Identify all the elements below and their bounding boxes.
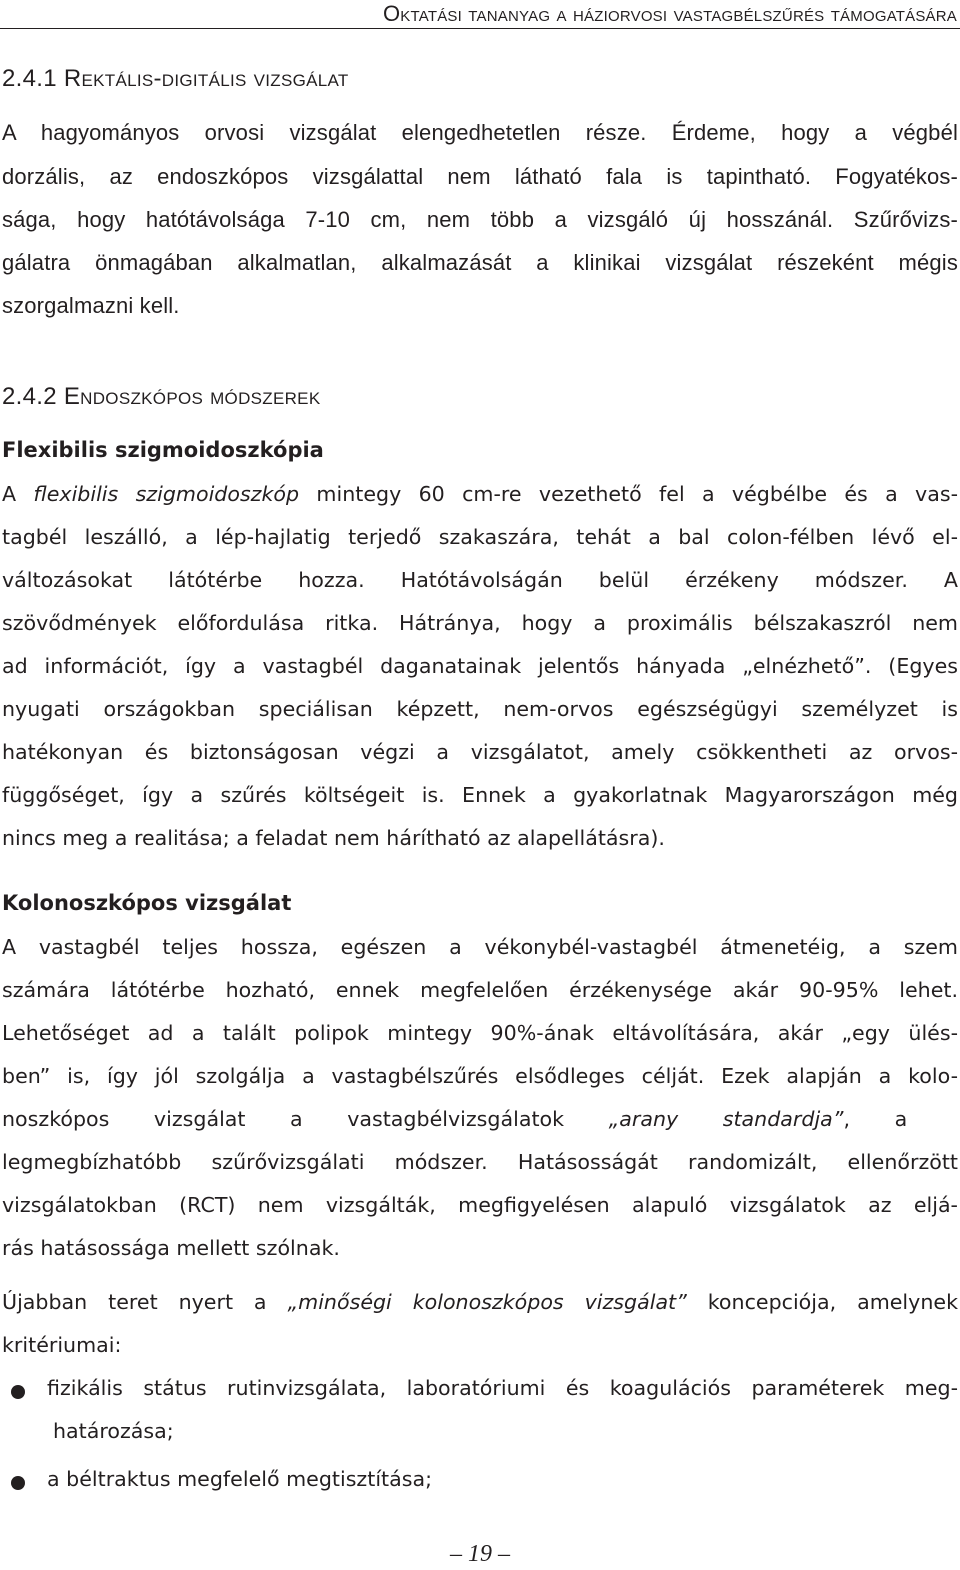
paragraph-line: dorzális, az endoszkópos vizsgálattal nem látható fala is tapintható. Fogyatékos-	[2, 164, 958, 189]
list-item-line: határozása;	[53, 1419, 174, 1443]
text-run: koncepciója, amelynek	[686, 1290, 958, 1314]
paragraph-line: függőséget, így a szűrés költségeit is. Ennek a gyakorlatnak Magyarországon még	[2, 783, 958, 807]
paragraph-line: nyugati országokban speciálisan képzett, nem-orvos egészségügyi személyzet is	[2, 697, 958, 721]
paragraph-line: tagbél leszálló, a lép-hajlatig terjedő szakaszára, tehát a bal colon-félben lévő el-	[2, 525, 958, 549]
emphasis-term: „arany standardja”	[608, 1107, 844, 1131]
paragraph-line: legmegbízhatóbb szűrővizsgálati módszer. Hatásosságát randomizált, ellenőrzött	[2, 1150, 958, 1174]
paragraph-line: ben” is, így jól szolgálja a vastagbélszűrés elsődleges célját. Ezek alapján a kolo-	[2, 1064, 958, 1088]
paragraph-line: ad információt, így a vastagbél daganatainak jelentős hányada „elnézhető”. (Egyes	[2, 654, 958, 678]
paragraph-line: gálatra önmagában alkalmatlan, alkalmazását a klinikai vizsgálat részeként mégis	[2, 250, 958, 275]
subheading-kolonoszkopos: Kolonoszkópos vizsgálat	[2, 891, 292, 915]
paragraph-line: változásokat látótérbe hozza. Hatótávolságán belül érzékeny módszer. A	[2, 568, 958, 592]
list-item-line: a béltraktus megfelelő megtisztítása;	[47, 1467, 433, 1491]
emphasis-term: flexibilis szigmoidoszkóp	[33, 482, 300, 506]
header-title: Oktatási tananyag a háziorvosi vastagbélszűrés támogatására	[382, 1, 957, 26]
paragraph-line	[2, 1107, 958, 1131]
paragraph-line: szövődmények előfordulása ritka. Hátránya, hogy a proximális bélszakaszról nem	[2, 611, 958, 635]
paragraph-line: vizsgálatokban (RCT) nem vizsgálták, megfigyelésen alapuló vizsgálatok az eljá-	[2, 1193, 958, 1217]
subheading-flexibilis: Flexibilis szigmoidoszkópia	[2, 438, 324, 462]
paragraph-line: számára látótérbe hozható, ennek megfelelően érzékenysége akár 90-95% lehet.	[2, 978, 958, 1002]
paragraph-line: nincs meg a realitása; a feladat nem hárítható az alapellátásra).	[2, 826, 665, 850]
list-item-line: fizikális státus rutinvizsgálata, laboratóriumi és koagulációs paraméterek meg-	[47, 1376, 958, 1400]
paragraph-line: szorgalmazni kell.	[2, 293, 180, 318]
paragraph-line: sága, hogy hatótávolsága 7-10 cm, nem több a vizsgáló új hosszánál. Szűrővizs-	[2, 207, 958, 232]
section-heading-endoszkopos: 2.4.2 Endoszkópos módszerek	[2, 383, 321, 410]
section-heading-rektalis: 2.4.1 Rektális-digitális vizsgálat	[2, 65, 349, 92]
text-run: Újabban teret nyert a	[2, 1290, 288, 1314]
text-run: mintegy 60 cm-re vezethető fel a végbélbe és a vas-	[299, 482, 958, 506]
paragraph-line: hatékonyan és biztonságosan végzi a vizsgálatot, amely csökkentheti az orvos-	[2, 740, 958, 764]
text-run: , a	[843, 1107, 908, 1131]
paragraph-line: Lehetőséget ad a talált polipok mintegy 90%-ának eltávolítására, akár „egy ülés-	[2, 1021, 958, 1045]
running-header	[0, 0, 960, 29]
paragraph-line	[2, 482, 958, 506]
paragraph-line: A vastagbél teljes hossza, egészen a vékonybél-vastagbél átmenetéig, a szem	[2, 935, 958, 959]
text-run: noszkópos vizsgálat a vastagbélvizsgálatok	[2, 1107, 609, 1131]
bullet-icon	[11, 1476, 25, 1490]
paragraph-line: kritériumai:	[2, 1333, 122, 1357]
bullet-icon	[11, 1385, 25, 1399]
paragraph-line: A hagyományos orvosi vizsgálat elengedhetetlen része. Érdeme, hogy a végbél	[2, 120, 958, 145]
emphasis-term: „minőségi kolonoszkópos vizsgálat”	[287, 1290, 687, 1314]
text-run: A	[2, 482, 34, 506]
paragraph-line	[2, 1290, 958, 1314]
page-number: – 19 –	[450, 1541, 510, 1567]
paragraph-line: rás hatásossága mellett szólnak.	[2, 1236, 340, 1260]
